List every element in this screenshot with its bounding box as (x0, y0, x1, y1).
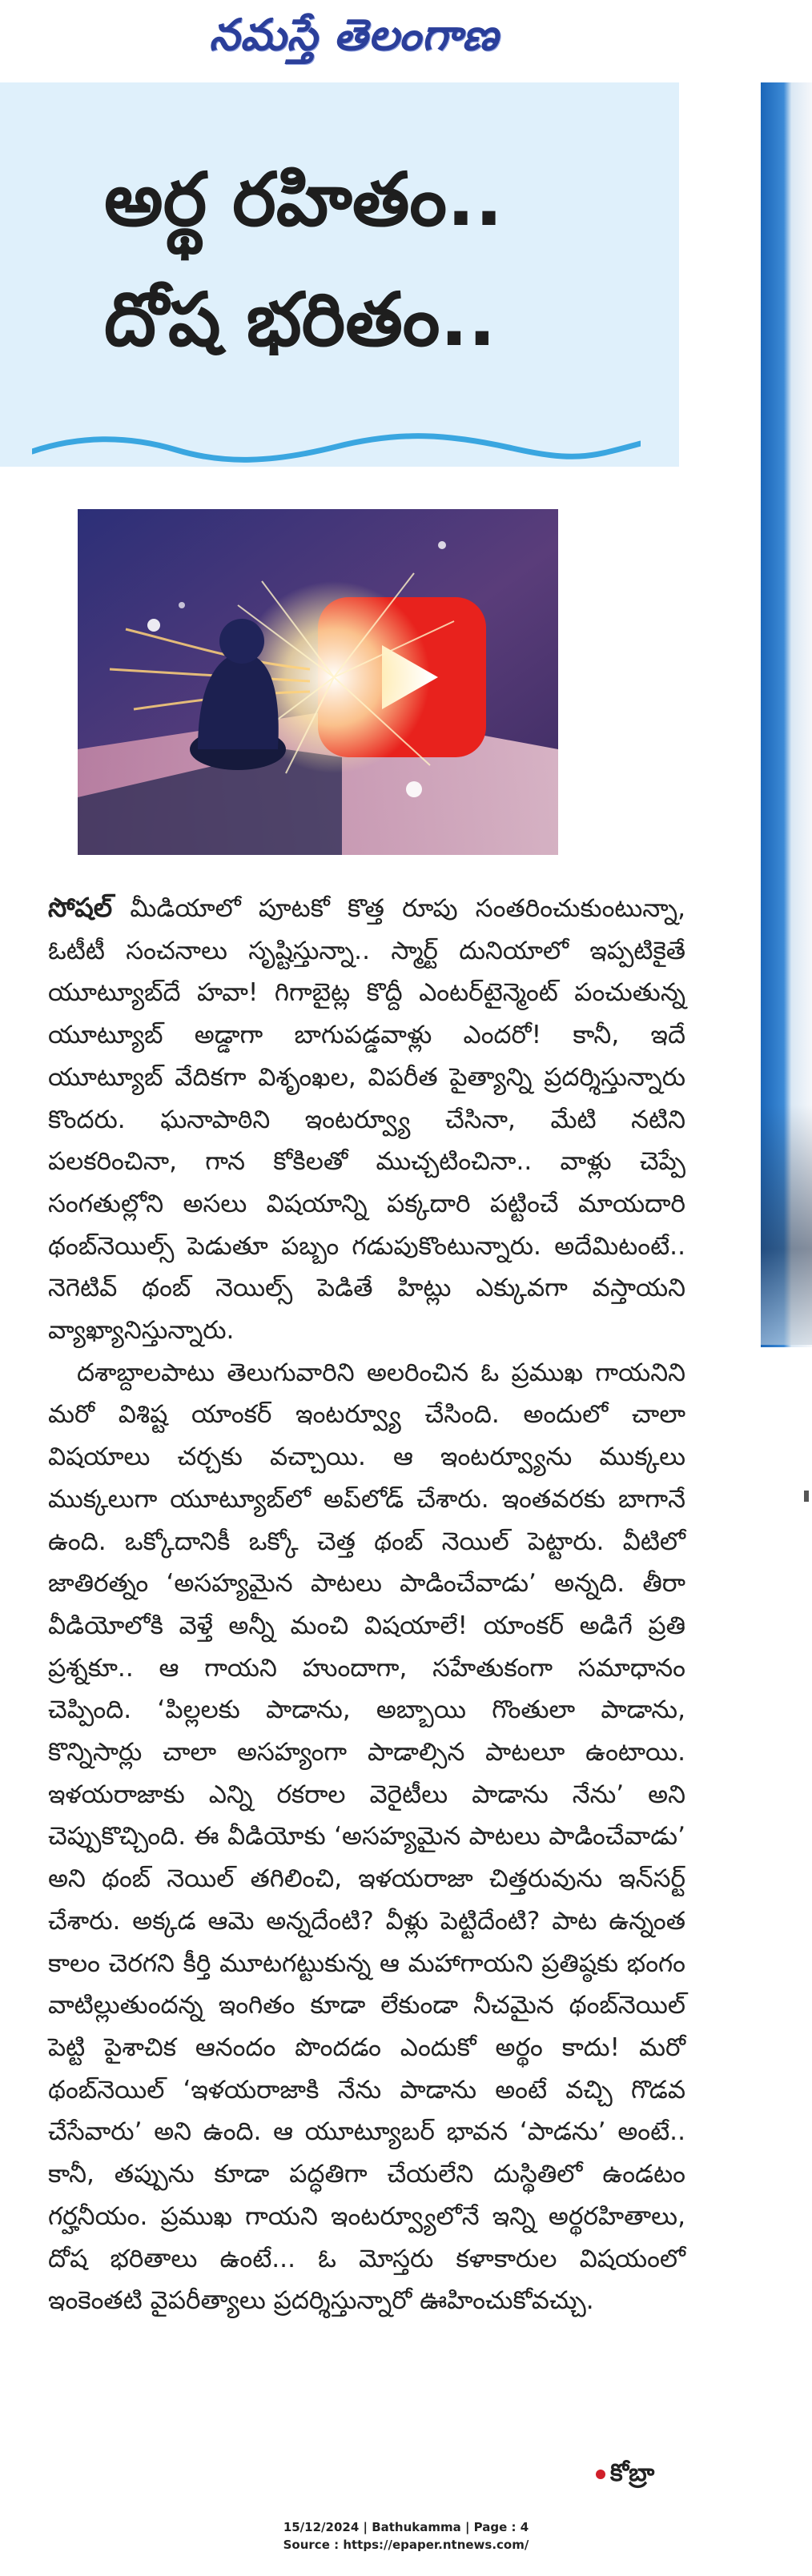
headline-line-1: అర్థ రహితం.. (104, 157, 503, 243)
paragraph-1-text: మీడియాలో పూటకో కొత్త రూపు సంతరించుకుంటున్నా, ఓటీటీ సంచనాలు సృష్టిస్తున్నా.. స్మార్ట్ దునియాలో ఇప్పటికైతే యూట్యూబ్‌దే హవా! గిగాబైట్ల కొద్దీ ఎంటర్‌టైన్మెంట్ పంచుతున్న యూట్యూబ్ అడ్డాగా బాగుపడ్డవాళ్లు ఎందరో! కానీ, ఇదే యూట్యూబ్ వేదికగా విశృంఖల, విపరీత పైత్యాన్ని ప్రదర్శిస్తున్నారు కొందరు. ఘనాపాఠిని ఇంటర్వ్యూ చేసినా, మేటి నటిని పలకరించినా, గాన కోకిలతో ముచ్చటించినా.. వాళ్లు చెప్పే సంగతుల్లోని అసలు విషయాన్ని పక్కదారి పట్టించే మాయదారి థంబ్‌నెయిల్స్ పెడుతూ పబ్బం గడుపుకొంటున్నారు. అదేమిటంటే.. నెగెటివ్ థంబ్ నెయిల్స్ పెడితే హిట్లు ఎక్కువగా వస్తాయని వ్యాఖ్యానిస్తున్నారు. (48, 894, 685, 1346)
wave-decoration (32, 432, 641, 464)
headline-line-2: దోష భరితం.. (104, 277, 496, 363)
byline-author: కోబ్రా (610, 2459, 655, 2487)
headline (104, 140, 649, 380)
right-edge-photo-shade (761, 1105, 812, 1345)
article-body (48, 887, 685, 2322)
article-illustration (78, 509, 558, 855)
byline (596, 2459, 654, 2493)
masthead (0, 0, 812, 80)
article-paragraph-2: దశాబ్దాలపాటు తెలుగువారిని అలరించిన ఓ ప్రముఖ గాయనిని మరో విశిష్ట యాంకర్ ఇంటర్వ్యూ చేసింది. అందులో చాలా విషయాలు చర్చకు వచ్చాయి. ఆ ఇంటర్వ్యూను ముక్కలు ముక్కలుగా యూట్యూబ్‌లో అప్‌లోడ్ చేశారు. ఇంతవరకు బాగానే ఉంది. ఒక్కోదానికీ ఒక్కో చెత్త థంబ్ నెయిల్ పెట్టారు. వీటిలో జాతిరత్నం ‘అసహ్యమైన పాటలు పాడించేవాడు’ అన్నది. తీరా వీడియోలోకి వెళ్తే అన్నీ మంచి విషయాలే! యాంకర్ అడిగే ప్రతి ప్రశ్నకూ.. ఆ గాయని హుందాగా, సహేతుకంగా సమాధానం చెప్పింది. ‘పిల్లలకు పాడాను, అబ్బాయి గొంతులా పాడాను, కొన్నిసార్లు చాలా అసహ్యంగా పాడాల్సిన పాటలూ ఉంటాయి. ఇళయరాజాకు ఎన్ని రకరాల వెరైటీలు పాడాను నేను’ అని చెప్పుకొచ్చింది. ఈ వీడియోకు ‘అసహ్యమైన పాటలు పాడించేవాడు’ అని థంబ్ నెయిల్ తగిలించి, ఇళయరాజా చిత్తరువును ఇన్‌సర్ట్ చేశారు. అక్కడ ఆమె అన్నదేంటి? వీళ్లు పెట్టిదేంటి? పాట ఉన్నంత కాలం చెరగని కీర్తి మూటగట్టుకున్న ఆ మహాగాయని ప్రతిష్ఠకు భంగం వాటిల్లుతుందన్న ఇంగితం కూడా లేకుండా నీచమైన థంబ్‌నెయిల్ పెట్టి పైశాచిక ఆనందం పొందడం ఎందుకో అర్థం కాదు! మరో థంబ్‌నెయిల్ ‘ఇళయరాజాకి నేను పాడాను అంటే వచ్చి గొడవ చేసేవారు’ అని ఉంది. ఆ యూట్యూబర్ భావన ‘పాడను’ అంటే.. కానీ, తప్పును కూడా పద్ధతిగా చేయలేని దుస్థితిలో ఉండటం గర్హనీయం. ప్రముఖ గాయని ఇంటర్వ్యూలోనే ఇన్ని అర్థరహితాలు, దోష భరితాలు ఉంటే... ఓ మోస్తరు కళాకారుల విషయంలో ఇంకెంతటి వైపరీత్యాలు ప్రదర్శిస్తున్నారో ఊహించుకోవచ్చు. (48, 1358, 685, 2316)
lead-word: సోషల్ (48, 892, 113, 923)
page-footer (0, 2518, 812, 2554)
article-paragraph-1 (48, 887, 685, 1352)
right-edge-mark (804, 1491, 809, 1502)
footer-date-page: 15/12/2024 | Bathukamma | Page : 4 (283, 2520, 529, 2534)
masthead-title: నమస్తే తెలంగాణ (209, 9, 499, 60)
red-dot-icon (596, 2470, 605, 2479)
footer-source: Source : https://epaper.ntnews.com/ (283, 2538, 529, 2552)
